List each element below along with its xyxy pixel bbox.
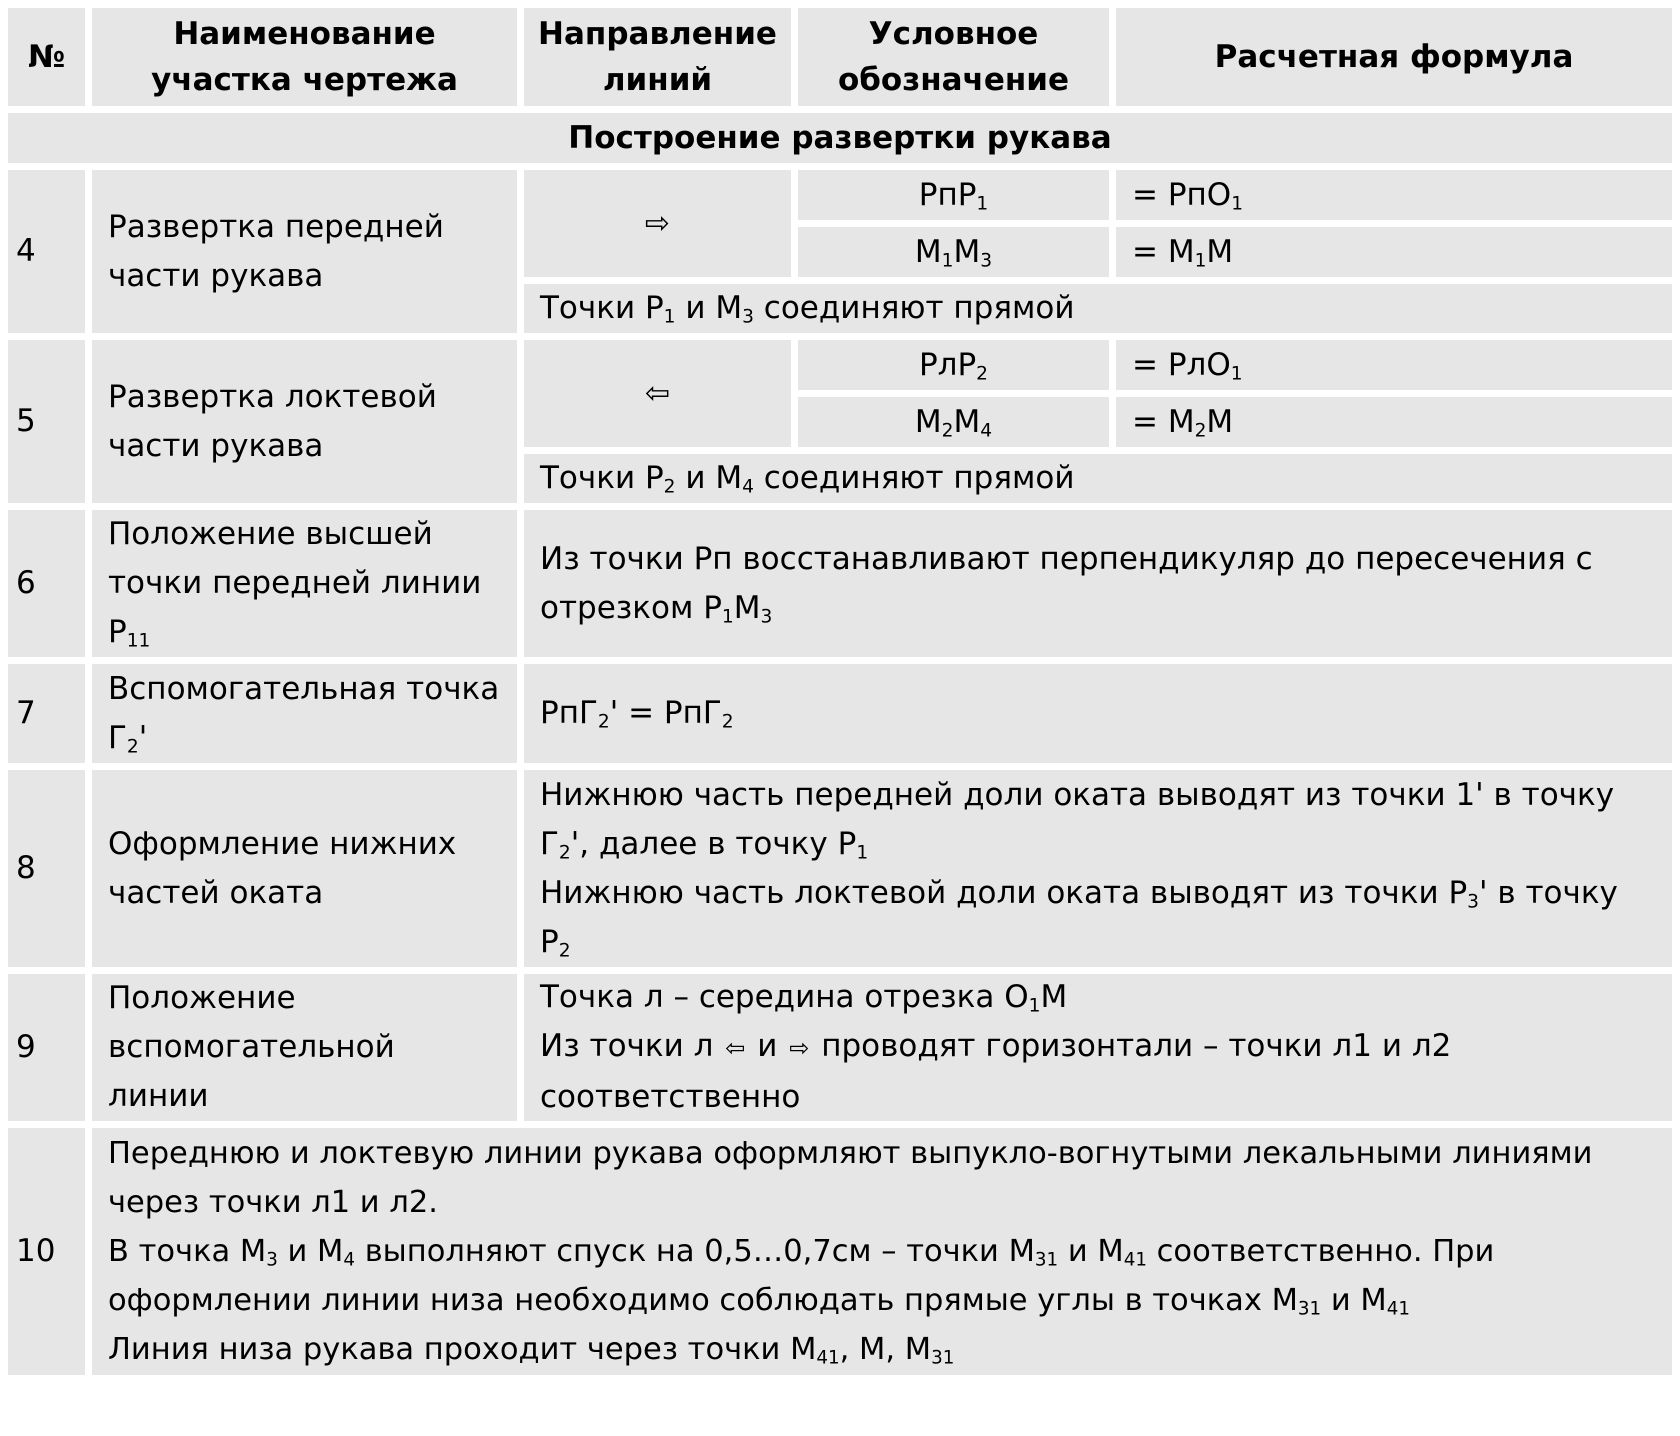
row-8-text: Нижнюю часть передней доли оката выводят из точки 1' в точку $Г_2'$, далее в точку $Р_1$ Нижнюю часть локтевой доли оката выводят из точки $Р_3'$ в точку $Р_2$ — [524, 770, 1672, 967]
row-4-num: 4 — [8, 170, 85, 333]
row-4-direction — [524, 170, 791, 277]
row-6-num: 6 — [8, 510, 85, 657]
row-5-formula-1: = РлО$_1$ — [1116, 340, 1672, 390]
row-4-note: Точки $Р_1$ и $М_3$ соединяют прямой — [524, 284, 1672, 333]
row-4-name: Развертка передней части рукава — [92, 170, 517, 333]
row-6-text: Из точки Рп восстанавливают перпендикуляр до пересечения с отрезком $Р_1М_3$ — [524, 510, 1672, 657]
row-4-formula-1: = РпО$_1$ — [1116, 170, 1672, 220]
header-direction: Направление линий — [524, 8, 791, 106]
row-5-note: Точки $Р_2$ и $М_4$ соединяют прямой — [524, 454, 1672, 503]
row-9-text: Точка л – середина отрезка $О_1М$ Из точки л ⇦ и ⇨ проводят горизонтали – точки л1 и л2 соответственно — [524, 974, 1672, 1121]
row-5-symbol-1: РлР$_2$ — [798, 340, 1109, 390]
row-10-num: 10 — [8, 1128, 85, 1375]
row-4-formula-2: = $М_1М$ — [1116, 227, 1672, 277]
row-8-num: 8 — [8, 770, 85, 967]
header-symbol: Условное обозначение — [798, 8, 1109, 106]
row-9-num: 9 — [8, 974, 85, 1121]
row-9-name: Положение вспомогательной линии — [92, 974, 517, 1121]
row-7-text: РпГ$_2$' = РпГ$_2$ — [524, 664, 1672, 763]
row-5-direction — [524, 340, 791, 447]
header-num: № — [8, 8, 85, 106]
row-5-name: Развертка локтевой части рукава — [92, 340, 517, 503]
section-title: Построение развертки рукава — [8, 113, 1672, 163]
arrow-left-icon: ⇦ — [725, 1034, 746, 1062]
arrow-right-icon: ⇨ — [789, 1034, 810, 1062]
row-10-text: Переднюю и локтевую линии рукава оформляют выпукло-вогнутыми лекальными линиями через точки л1 и л2. В точка $М_3$ и $М_4$ выполняют спуск на 0,5…0,7см – точки $М_{31}$ и $М_{41}$ соответственно. При оформлении линии низа необходимо соблюдать прямые углы в точках $М_{31}$ и $М_{41}$ Линия низа рукава проходит через точки $М_{41}$, М, $М_{31}$ — [92, 1128, 1672, 1375]
row-6-name: Положение высшей точки передней линии $Р_{11}$ — [92, 510, 517, 657]
row-5-formula-2: = $М_2М$ — [1116, 397, 1672, 447]
row-5-symbol-2: $М_2М_4$ — [798, 397, 1109, 447]
arrow-left-icon: ⇦ — [644, 376, 671, 411]
row-5-num: 5 — [8, 340, 85, 503]
row-7-name: Вспомогательная точка $Г_2'$ — [92, 664, 517, 763]
row-4-symbol-2: $М_1М_3$ — [798, 227, 1109, 277]
arrow-right-icon: ⇨ — [644, 206, 671, 241]
header-formula: Расчетная формула — [1116, 8, 1672, 106]
row-4-symbol-1: РпР$_1$ — [798, 170, 1109, 220]
header-name: Наименование участка чертежа — [92, 8, 517, 106]
row-8-name: Оформление нижних частей оката — [92, 770, 517, 967]
row-7-num: 7 — [8, 664, 85, 763]
